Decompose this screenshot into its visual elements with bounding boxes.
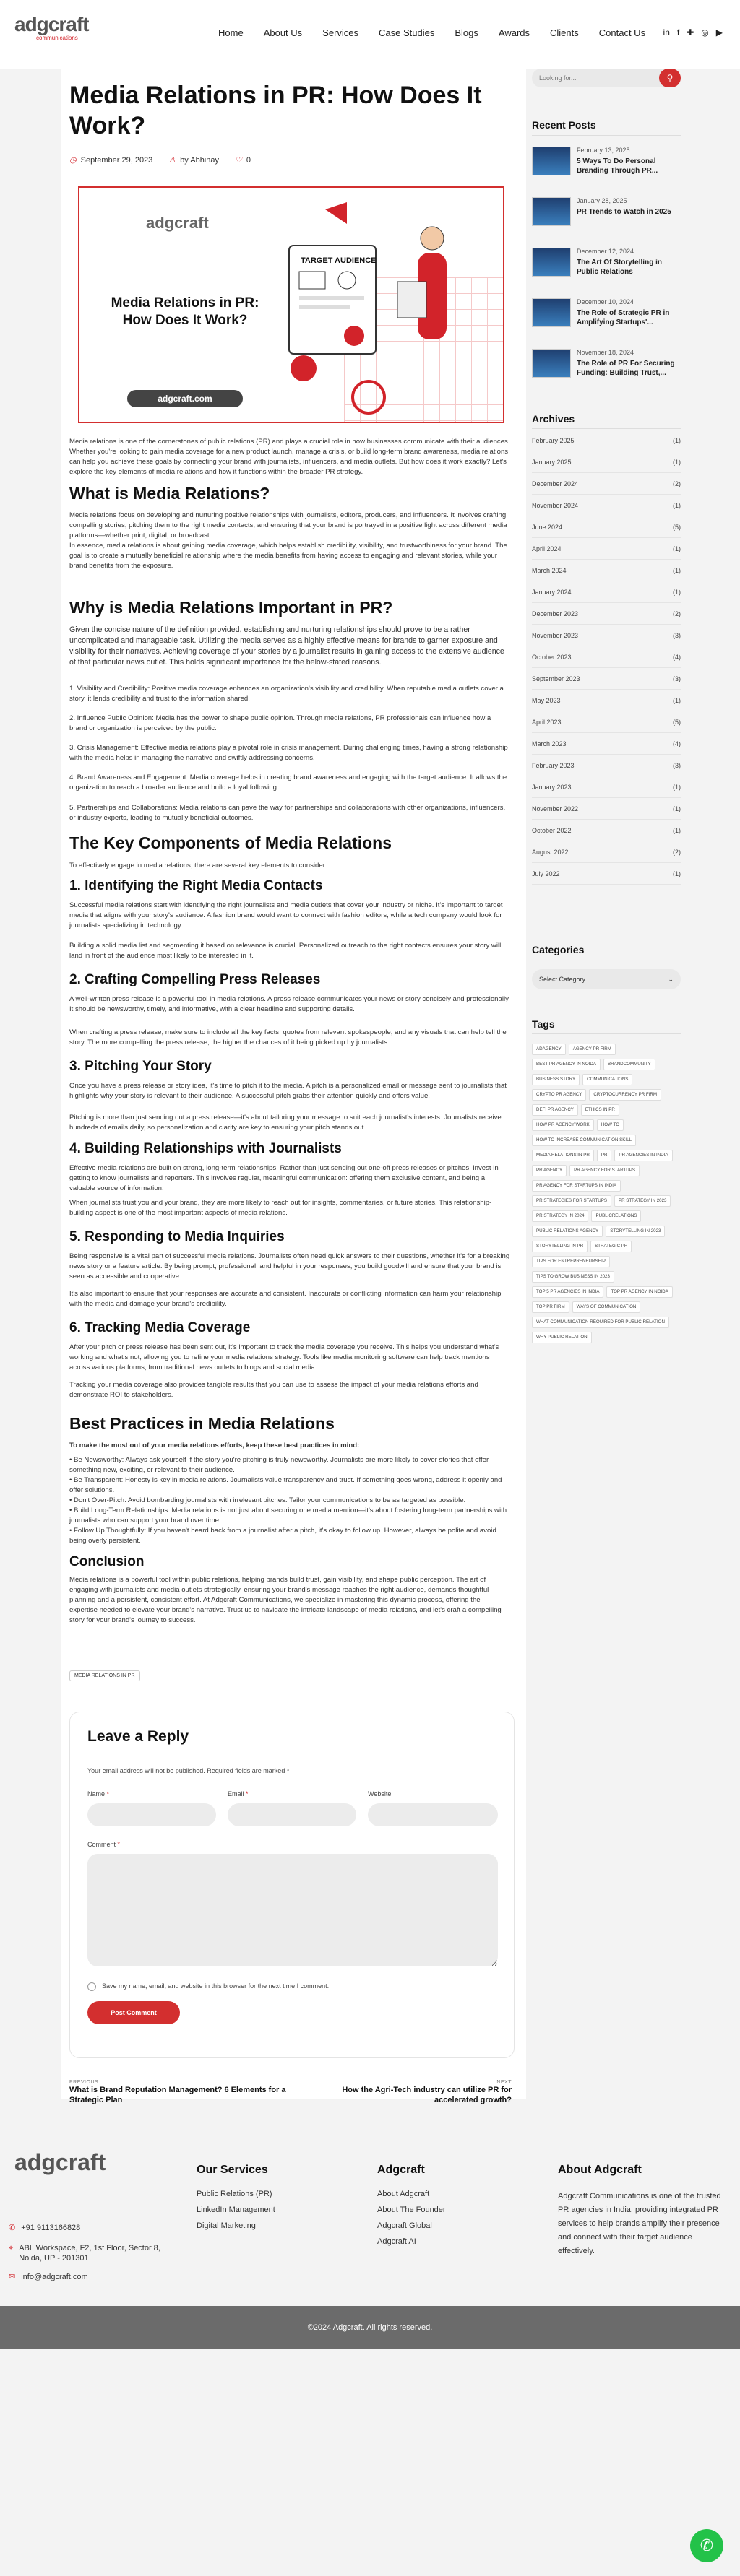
p3b: Pitching is more than just sending out a press release—it's about tailoring your message to suit each journalist's interests. Journalists receive hundreds of emails daily, so personalization and clarity are key to ensuring your pitch stands out. bbox=[69, 1114, 502, 1132]
post-date-text: September 29, 2023 bbox=[80, 155, 153, 165]
archive-item[interactable] bbox=[532, 690, 681, 711]
whatsapp-button[interactable] bbox=[690, 2529, 723, 2562]
divider bbox=[532, 135, 681, 136]
archive-item[interactable] bbox=[532, 625, 681, 646]
tag-item[interactable]: PR AGENCY bbox=[532, 1165, 567, 1176]
tag-item[interactable]: CRYPTO PR AGENCY bbox=[532, 1089, 586, 1101]
logo-subtext: communications bbox=[36, 35, 78, 41]
footer-link[interactable]: Adgcraft Global bbox=[377, 2221, 432, 2230]
archive-item[interactable] bbox=[532, 776, 681, 798]
logo[interactable] bbox=[14, 14, 88, 41]
main-content bbox=[61, 69, 526, 2104]
intro-text: Media relations is one of the cornerstones of public relations (PR) and plays a crucial role in how businesses communicate with their audiences. Whether you're looking to gain media coverage for a new product launch, manage a crisis, or build long-term brand awareness, media relations can help you achieve these goals by connecting your brand with journalists, influencers, and media outlets. But how does it work exactly? Let's explore the key elements of media relations and how it functions within the broader PR strategy. bbox=[69, 438, 510, 476]
tag-item[interactable]: HOW TO INCREASE COMMUNICATION SKILL bbox=[532, 1135, 636, 1146]
save-info-label: Save my name, email, and website in this browser for the next time I comment. bbox=[102, 1982, 330, 1990]
tag-item[interactable]: DEFI PR AGENCY bbox=[532, 1104, 578, 1116]
recent-post-date: November 18, 2024 bbox=[577, 349, 634, 356]
recent-post-title: The Art Of Storytelling in Public Relations bbox=[577, 259, 662, 276]
post-thumbnail bbox=[532, 248, 571, 277]
tag-item[interactable]: ETHICS IN PR bbox=[581, 1104, 619, 1116]
pinterest-icon[interactable]: ✚ bbox=[687, 27, 694, 38]
email-field[interactable] bbox=[228, 1803, 356, 1826]
archive-item[interactable] bbox=[532, 841, 681, 863]
why-item-4: 4. Brand Awareness and Engagement: Media coverage helps in creating brand awareness and engaging with the target audience. It allows the organization to reach a broader audience and build a loyal following. bbox=[69, 773, 507, 792]
footer-email[interactable] bbox=[9, 2272, 88, 2282]
whatsapp-icon: ✆ bbox=[700, 2536, 714, 2554]
tag-item[interactable]: TOP PR AGENCY IN NOIDA bbox=[606, 1286, 672, 1298]
p4a: Effective media relations are built on strong, long-term relationships. Rather than just sending out one-off press releases or pitches, invest in getting to know journalists and reporters. This involves regular, meaningful communication: offering them exclusive content, and being a valuable source of information. bbox=[69, 1164, 499, 1192]
best-item-1: • Be Newsworthy: Always ask yourself if the story you're pitching is truly newsworthy. Journalists are more likely to cover stories that offer something new, exciting, or relevant to their audience. bbox=[69, 1456, 489, 1474]
category-select[interactable] bbox=[532, 969, 681, 989]
adgcraft-title: Adgcraft bbox=[377, 2164, 425, 2176]
reply-title: Leave a Reply bbox=[87, 1728, 189, 1745]
archive-month: October 2023 bbox=[532, 654, 572, 661]
archive-item[interactable] bbox=[532, 733, 681, 755]
nav-home[interactable]: Home bbox=[218, 27, 244, 38]
archive-count: (1) bbox=[673, 589, 681, 596]
heading-best: Best Practices in Media Relations bbox=[69, 1414, 335, 1433]
user-icon: ♙ bbox=[168, 156, 176, 165]
tag-item[interactable]: WHAT COMMUNICATION REQUIRED FOR PUBLIC RELATION bbox=[532, 1317, 669, 1328]
archive-item[interactable] bbox=[532, 755, 681, 776]
footer-link[interactable]: About Adgcraft bbox=[377, 2190, 430, 2198]
tag-item[interactable]: PR STRATEGY IN 2023 bbox=[614, 1195, 671, 1207]
services-title: Our Services bbox=[197, 2164, 268, 2176]
copyright: ©2024 Adgcraft. All rights reserved. bbox=[0, 2306, 740, 2349]
next-post-link[interactable] bbox=[296, 2080, 512, 2105]
recent-post[interactable] bbox=[532, 349, 681, 381]
nav-services[interactable]: Services bbox=[322, 27, 359, 38]
footer-link[interactable]: About The Founder bbox=[377, 2206, 446, 2214]
phone-icon: ✆ bbox=[9, 2224, 16, 2232]
tag-item[interactable]: STRATEGIC PR bbox=[590, 1241, 632, 1252]
post-author-text: by Abhinay bbox=[180, 155, 219, 165]
archive-count: (1) bbox=[673, 827, 681, 834]
tag-item[interactable]: BEST PR AGENCY IN NOIDA bbox=[532, 1059, 601, 1070]
comment-field[interactable] bbox=[87, 1854, 498, 1966]
facebook-icon[interactable]: f bbox=[676, 27, 680, 38]
save-info-checkbox[interactable] bbox=[87, 1982, 96, 1991]
feature-logo-text: adgcraft bbox=[146, 214, 209, 232]
archive-count: (1) bbox=[673, 870, 681, 877]
best-item-4: • Build Long-Term Relationships: Media relations is not just about securing one media mention—it's about fostering long-term partnerships with journalists who can support your brand over time. bbox=[69, 1506, 507, 1525]
recent-post[interactable] bbox=[532, 248, 681, 279]
archive-month: April 2023 bbox=[532, 719, 562, 726]
archive-item[interactable] bbox=[532, 798, 681, 820]
archive-month: January 2024 bbox=[532, 589, 572, 596]
best-text: To make the most out of your media relations efforts, keep these best practices in mind: bbox=[69, 1441, 360, 1449]
prev-label: PREVIOUS bbox=[69, 2080, 99, 2085]
social-links bbox=[663, 27, 723, 38]
name-label bbox=[87, 1790, 109, 1797]
archive-count: (3) bbox=[673, 675, 681, 682]
archive-month: March 2024 bbox=[532, 567, 567, 574]
name-field[interactable] bbox=[87, 1803, 216, 1826]
search-form bbox=[532, 69, 681, 90]
comment-label-text: Comment bbox=[87, 1841, 116, 1848]
tag-item[interactable]: BRANDCOMMUNITY bbox=[603, 1059, 655, 1070]
p3a: Once you have a press release or story idea, it's time to pitch it to the media. A pitch is a personalized email or message sent to journalists that highlights why your story is relevant to their audience. A successful pitch grabs their attention quickly and offers value. bbox=[69, 1082, 507, 1100]
archive-count: (3) bbox=[673, 762, 681, 769]
tag-item[interactable]: MEDIA RELATIONS IN PR bbox=[532, 1150, 594, 1161]
heading-key: The Key Components of Media Relations bbox=[69, 833, 392, 852]
tags-title: Tags bbox=[532, 1018, 555, 1030]
nav-contact[interactable]: Contact Us bbox=[598, 27, 646, 38]
archive-count: (1) bbox=[673, 697, 681, 704]
best-item-2: • Be Transparent: Honesty is key in media relations. Journalists value transparency and trust. If something goes wrong, address it openly and offer solutions. bbox=[69, 1476, 502, 1494]
archive-count: (5) bbox=[673, 719, 681, 726]
post-thumbnail bbox=[532, 147, 571, 175]
heading-1: 1. Identifying the Right Media Contacts bbox=[69, 878, 323, 893]
archive-count: (4) bbox=[673, 740, 681, 747]
archive-month: December 2024 bbox=[532, 480, 579, 487]
previous-post-link[interactable] bbox=[69, 2080, 286, 2105]
heading-5: 5. Responding to Media Inquiries bbox=[69, 1229, 285, 1244]
archive-item[interactable] bbox=[532, 560, 681, 581]
tag-item[interactable]: COMMUNICATIONS bbox=[582, 1074, 632, 1085]
youtube-icon[interactable]: ▶ bbox=[715, 27, 723, 38]
post-comments[interactable] bbox=[235, 155, 251, 165]
recent-post[interactable] bbox=[532, 147, 681, 178]
recent-posts-title: Recent Posts bbox=[532, 119, 596, 131]
recent-post-date: February 13, 2025 bbox=[577, 147, 630, 154]
archive-month: March 2023 bbox=[532, 740, 567, 747]
archive-item[interactable] bbox=[532, 495, 681, 516]
archive-month: July 2022 bbox=[532, 870, 560, 877]
main-nav bbox=[218, 27, 666, 38]
archive-month: January 2025 bbox=[532, 459, 572, 466]
archive-count: (3) bbox=[673, 632, 681, 639]
nav-case-studies[interactable]: Case Studies bbox=[379, 27, 435, 38]
tag-item[interactable]: HOW PR AGENCY WORK bbox=[532, 1119, 594, 1131]
archives-title: Archives bbox=[532, 413, 575, 425]
archive-count: (5) bbox=[673, 524, 681, 531]
next-label: NEXT bbox=[496, 2080, 512, 2085]
categories-title: Categories bbox=[532, 944, 585, 955]
archive-month: May 2023 bbox=[532, 697, 561, 704]
required-mark: * bbox=[246, 1790, 249, 1797]
comment-label bbox=[87, 1841, 120, 1848]
tag-item[interactable]: WHY PUBLIC RELATION bbox=[532, 1332, 592, 1343]
archive-item[interactable] bbox=[532, 581, 681, 603]
why-text: Given the concise nature of the definition provided, establishing and nurturing relationships should prove to be a rather uncomplicated and manageable task. Utilizing the media serves as a highly effective means for brands to garner exposure and visibility for their narratives. Achieving coverage of your stories by a journalist results in gaining access to the extensive audience of that particular news outlet. This holds significant importance for the below-stated reasons. bbox=[69, 625, 504, 667]
footer-about bbox=[558, 2164, 721, 2258]
heading-4: 4. Building Relationships with Journalists bbox=[69, 1141, 342, 1156]
archive-count: (1) bbox=[673, 437, 681, 444]
archive-month: November 2024 bbox=[532, 502, 579, 509]
page-title: Media Relations in PR: How Does It Work? bbox=[69, 82, 482, 139]
tag-item[interactable]: CRYPTOCURRENCY PR FIRM bbox=[589, 1089, 661, 1101]
footer-link[interactable]: Digital Marketing bbox=[197, 2221, 256, 2230]
required-mark: * bbox=[106, 1790, 110, 1797]
recent-post[interactable] bbox=[532, 197, 681, 229]
post-thumbnail bbox=[532, 349, 571, 378]
p5a: Being responsive is a vital part of successful media relations. Journalists often need quick answers to their questions, whether it's for a breaking news story or a feature article. By being prompt, professional, and helpful in your responses, you build goodwill and ensure that your brand is seen as accessible and cooperative. bbox=[69, 1252, 510, 1280]
recent-post-date: December 10, 2024 bbox=[577, 298, 634, 305]
nav-blogs[interactable]: Blogs bbox=[455, 27, 478, 38]
footer-address bbox=[9, 2243, 175, 2263]
recent-post-title: PR Trends to Watch in 2025 bbox=[577, 208, 671, 216]
recent-post-date: December 12, 2024 bbox=[577, 248, 634, 255]
tag-item[interactable]: PR AGENCY FOR STARTUPS IN INDIA bbox=[532, 1180, 621, 1192]
tag-item[interactable]: HOW TO bbox=[597, 1119, 624, 1131]
post-author[interactable] bbox=[168, 155, 219, 165]
recent-post[interactable] bbox=[532, 298, 681, 330]
post-thumbnail bbox=[532, 197, 571, 226]
about-text: Adgcraft Communications is one of the trusted PR agencies in India, providing integrated PR services to help brands amplify their presence and connect with their target audience effectively. bbox=[558, 2192, 721, 2255]
post-thumbnail bbox=[532, 298, 571, 327]
heading-2: 2. Crafting Compelling Press Releases bbox=[69, 972, 321, 987]
key-text: To effectively engage in media relations, there are several key elements to consider: bbox=[69, 862, 327, 869]
footer-adgcraft bbox=[377, 2164, 446, 2253]
footer-services bbox=[197, 2164, 275, 2237]
archive-item[interactable] bbox=[532, 516, 681, 538]
archive-month: June 2024 bbox=[532, 524, 563, 531]
recent-post-title: The Role of PR For Securing Funding: Building Trust,... bbox=[577, 360, 675, 377]
prev-title: What is Brand Reputation Management? 6 Elements for a Strategic Plan bbox=[69, 2086, 286, 2104]
heading-why: Why is Media Relations Important in PR? bbox=[69, 598, 393, 617]
footer bbox=[0, 2123, 740, 2300]
nav-clients[interactable]: Clients bbox=[550, 27, 579, 38]
feature-logo bbox=[146, 214, 209, 233]
feature-label: TARGET AUDIENCE bbox=[301, 256, 377, 265]
archive-month: November 2023 bbox=[532, 632, 579, 639]
p4b: When journalists trust you and your brand, they are more likely to reach out for insights, commentaries, or future stories. This relationship-building aspect is one of the most important aspects of media relations. bbox=[69, 1199, 492, 1217]
media-illustration bbox=[260, 202, 499, 419]
email-text: info@adgcraft.com bbox=[21, 2273, 88, 2281]
location-icon: ⌖ bbox=[9, 2244, 14, 2252]
archive-month: April 2024 bbox=[532, 545, 562, 552]
email-label bbox=[228, 1790, 249, 1797]
archive-month: September 2023 bbox=[532, 675, 580, 682]
comment-icon: ♡ bbox=[235, 156, 242, 165]
feature-url: adgcraft.com bbox=[127, 390, 243, 407]
archive-item[interactable] bbox=[532, 430, 681, 451]
footer-link[interactable]: Public Relations (PR) bbox=[197, 2190, 272, 2198]
footer-phone[interactable] bbox=[9, 2223, 80, 2233]
what-text-2: In essence, media relations is about gaining media coverage, which helps establish credibility, visibility, and trustworthiness for your brand. The goal is to create a mutually beneficial relationship where the media benefits from having access to engaging and relevant stories, while your brand benefits from the exposure. bbox=[69, 542, 507, 570]
tag-item[interactable]: PUBLICRELATIONS bbox=[591, 1210, 641, 1222]
featured-image bbox=[78, 186, 504, 423]
best-item-3: • Don't Over-Pitch: Avoid bombarding journalists with irrelevant pitches. Tailor your communications to be as targeted as possible. bbox=[69, 1496, 466, 1504]
post-comments-count: 0 bbox=[246, 155, 251, 165]
tag-item[interactable]: ADAGENCY bbox=[532, 1044, 566, 1055]
archive-count: (1) bbox=[673, 567, 681, 574]
recent-post-date: January 28, 2025 bbox=[577, 197, 627, 204]
what-text: Media relations focus on developing and nurturing positive relationships with journalists, editors, producers, and influencers. It involves crafting compelling stories, pitching them to the right media contacts, and ensuring that your brand is portrayed in a positive light across different media platforms—whether print, digital, or broadcast. bbox=[69, 511, 507, 539]
archive-month: February 2025 bbox=[532, 437, 575, 444]
archive-month: December 2023 bbox=[532, 610, 579, 617]
p2a: A well-written press release is a powerful tool in media relations. A press release communicates your news or story concisely and professionally. It should be newsworthy, timely, and informative, with a clear headline and supporting details. bbox=[69, 995, 510, 1013]
archive-count: (4) bbox=[673, 654, 681, 661]
search-button[interactable] bbox=[659, 69, 681, 87]
archive-count: (1) bbox=[673, 805, 681, 812]
tag-item[interactable]: PR STRATEGY IN 2024 bbox=[532, 1210, 588, 1222]
required-mark: * bbox=[117, 1841, 121, 1848]
p5b: It's also important to ensure that your responses are accurate and consistent. Inaccurate or conflicting information can harm your relationship with the media and damage your brand's credibility. bbox=[69, 1290, 502, 1308]
comment-form bbox=[69, 1712, 515, 2058]
archive-count: (1) bbox=[673, 784, 681, 791]
post-meta bbox=[69, 155, 251, 165]
tag-item[interactable]: PR AGENCY FOR STARTUPS bbox=[569, 1165, 640, 1176]
chevron-down-icon: ⌄ bbox=[668, 976, 674, 983]
tag-item[interactable]: PR STRATEGIES FOR STARTUPS bbox=[532, 1195, 611, 1207]
archive-item[interactable] bbox=[532, 863, 681, 885]
post-date[interactable] bbox=[69, 155, 152, 165]
footer-logo[interactable]: adgcraft bbox=[14, 2149, 106, 2175]
archive-month: February 2023 bbox=[532, 762, 575, 769]
why-item-2: 2. Influence Public Opinion: Media has the power to shape public opinion. Through media relations, PR professionals can influence how a brand or organization is perceived by the public. bbox=[69, 714, 491, 732]
reply-note: Your email address will not be published. Required fields are marked * bbox=[87, 1767, 290, 1774]
phone-text: +91 9113166828 bbox=[21, 2224, 81, 2232]
tag-cloud bbox=[532, 1044, 681, 1343]
p6a: After your pitch or press release has been sent out, it's important to track the media coverage you receive. This helps you understand what's working and what's not, allowing you to refine your media relations strategy. Tools like media monitoring software can help track mentions across various platforms, from traditional news outlets to blogs and social media. bbox=[69, 1343, 499, 1371]
about-title: About Adgcraft bbox=[558, 2164, 642, 2176]
nav-about[interactable]: About Us bbox=[263, 27, 303, 38]
nav-awards[interactable]: Awards bbox=[498, 27, 530, 38]
archive-item[interactable] bbox=[532, 538, 681, 560]
footer-link[interactable]: Adgcraft AI bbox=[377, 2237, 416, 2246]
tag-item[interactable]: TIPS TO GROW BUSINESS IN 2023 bbox=[532, 1271, 614, 1283]
header bbox=[0, 0, 740, 69]
archive-item[interactable] bbox=[532, 646, 681, 668]
archive-count: (1) bbox=[673, 459, 681, 466]
next-title: How the Agri-Tech industry can utilize PR for accelerated growth? bbox=[342, 2086, 512, 2104]
p2b: When crafting a press release, make sure to include all the key facts, quotes from relevant spokespeople, and any visuals that can help tell the story. The more compelling the press release, the higher the chances of it being picked up by journalists. bbox=[69, 1028, 507, 1046]
archive-item[interactable] bbox=[532, 473, 681, 495]
recent-post-title: 5 Ways To Do Personal Branding Through PR... bbox=[577, 157, 658, 175]
logo-text: adgcraft bbox=[14, 13, 89, 35]
instagram-icon[interactable]: ◎ bbox=[701, 27, 709, 38]
tag-item[interactable]: PR bbox=[597, 1150, 612, 1161]
tag-item[interactable]: PUBLIC RELATIONS AGENCY bbox=[532, 1226, 603, 1237]
tag-item[interactable]: WAYS OF COMMUNICATION bbox=[572, 1301, 641, 1313]
recent-post-title: The Role of Strategic PR in Amplifying Startups'... bbox=[577, 309, 670, 326]
conclusion-text: Media relations is a powerful tool within public relations, helping brands build trust, gain visibility, and shape public perception. The art of engaging with journalists and media outlets strategically, ensuring your brand's message reaches the right audience, demands thoughtful planning and a persistent, consistent effort. At Adgcraft Communications, we specialize in mastering this dynamic process, offering the expertise needed to elevate your brand's narrative. Trust us to navigate the intricate landscape of media relations, and let's craft a compelling story for your brand's journey to success. bbox=[69, 1576, 502, 1624]
tag-item[interactable]: TIPS FOR ENTREPRENEURSHIP bbox=[532, 1256, 610, 1267]
why-item-1: 1. Visibility and Credibility: Positive media coverage enhances an organization's visibility and credibility. When reputable media outlets cover a story, it lends credibility and trust to the information shared. bbox=[69, 685, 504, 703]
tag-item[interactable]: BUSINESS STORY bbox=[532, 1074, 580, 1085]
archive-count: (2) bbox=[673, 610, 681, 617]
archive-month: October 2022 bbox=[532, 827, 572, 834]
website-field[interactable] bbox=[368, 1803, 498, 1826]
archive-count: (2) bbox=[673, 849, 681, 856]
archive-count: (1) bbox=[673, 502, 681, 509]
p1a: Successful media relations start with identifying the right journalists and media outlets that cover your industry or niche. It's important to target media that aligns with your story's audience. A fashion brand would want to connect with fashion editors, while a tech company would look for journalists specializing in technology. bbox=[69, 901, 503, 929]
feature-title: Media Relations in PR: How Does It Work? bbox=[111, 295, 259, 328]
clock-icon: ◷ bbox=[69, 156, 77, 165]
mail-icon: ✉ bbox=[9, 2273, 16, 2281]
footer-link[interactable]: LinkedIn Management bbox=[197, 2206, 275, 2214]
name-label-text: Name bbox=[87, 1790, 106, 1797]
archive-item[interactable] bbox=[532, 603, 681, 625]
archive-month: August 2022 bbox=[532, 849, 569, 856]
archive-month: January 2023 bbox=[532, 784, 572, 791]
tag-item[interactable]: STORYTELLING IN PR bbox=[532, 1241, 588, 1252]
heading-6: 6. Tracking Media Coverage bbox=[69, 1320, 251, 1335]
archive-item[interactable] bbox=[532, 820, 681, 841]
tag-item[interactable]: TOP 5 PR AGENCIES IN INDIA bbox=[532, 1286, 603, 1298]
address-text: ABL Workspace, F2, 1st Floor, Sector 8, Noida, UP - 201301 bbox=[19, 2244, 160, 2263]
archive-count: (1) bbox=[673, 545, 681, 552]
divider bbox=[532, 1033, 681, 1034]
why-item-3: 3. Crisis Management: Effective media relations play a pivotal role in crisis management. During challenging times, having a strong relationship with the media helps in managing the narrative and swiftly addressing concerns. bbox=[69, 744, 508, 762]
category-select-value: Select Category bbox=[539, 976, 586, 983]
heading-3: 3. Pitching Your Story bbox=[69, 1059, 212, 1074]
archive-count: (2) bbox=[673, 480, 681, 487]
best-item-5: • Follow Up Thoughtfully: If you haven't heard back from a journalist after a pitch, it's okay to follow up. However, always be polite and avoid being overly persistent. bbox=[69, 1527, 496, 1545]
website-label: Website bbox=[368, 1790, 392, 1797]
heading-conclusion: Conclusion bbox=[69, 1554, 145, 1569]
post-comment-button[interactable]: Post Comment bbox=[87, 2001, 180, 2024]
archive-item[interactable] bbox=[532, 668, 681, 690]
archive-item[interactable] bbox=[532, 711, 681, 733]
divider bbox=[532, 428, 681, 429]
tag-item[interactable]: TOP PR FIRM bbox=[532, 1301, 569, 1313]
linkedin-icon[interactable]: in bbox=[663, 27, 670, 38]
tag-item[interactable]: AGENCY PR FIRM bbox=[569, 1044, 616, 1055]
email-label-text: Email bbox=[228, 1790, 244, 1797]
p6b: Tracking your media coverage also provides tangible results that you can use to assess the impact of your media relations efforts and demonstrate ROI to stakeholders. bbox=[69, 1381, 478, 1399]
search-icon: ⚲ bbox=[666, 73, 674, 83]
p1b: Building a solid media list and segmenting it based on relevance is crucial. Personalized outreach to the right contacts ensures your story will land in front of the audience most likely to be interested in it. bbox=[69, 942, 502, 960]
archive-month: November 2022 bbox=[532, 805, 579, 812]
tag-item[interactable]: PR AGENCIES IN INDIA bbox=[614, 1150, 672, 1161]
post-tag[interactable]: MEDIA RELATIONS IN PR bbox=[69, 1670, 140, 1681]
archive-item[interactable] bbox=[532, 451, 681, 473]
tag-item[interactable]: STORYTELLING IN 2023 bbox=[606, 1226, 665, 1237]
why-item-5: 5. Partnerships and Collaborations: Media relations can pave the way for partnerships and collaborations with other organizations, influencers, or industry experts, leading to mutually beneficial outcomes. bbox=[69, 804, 506, 822]
heading-what: What is Media Relations? bbox=[69, 484, 270, 503]
